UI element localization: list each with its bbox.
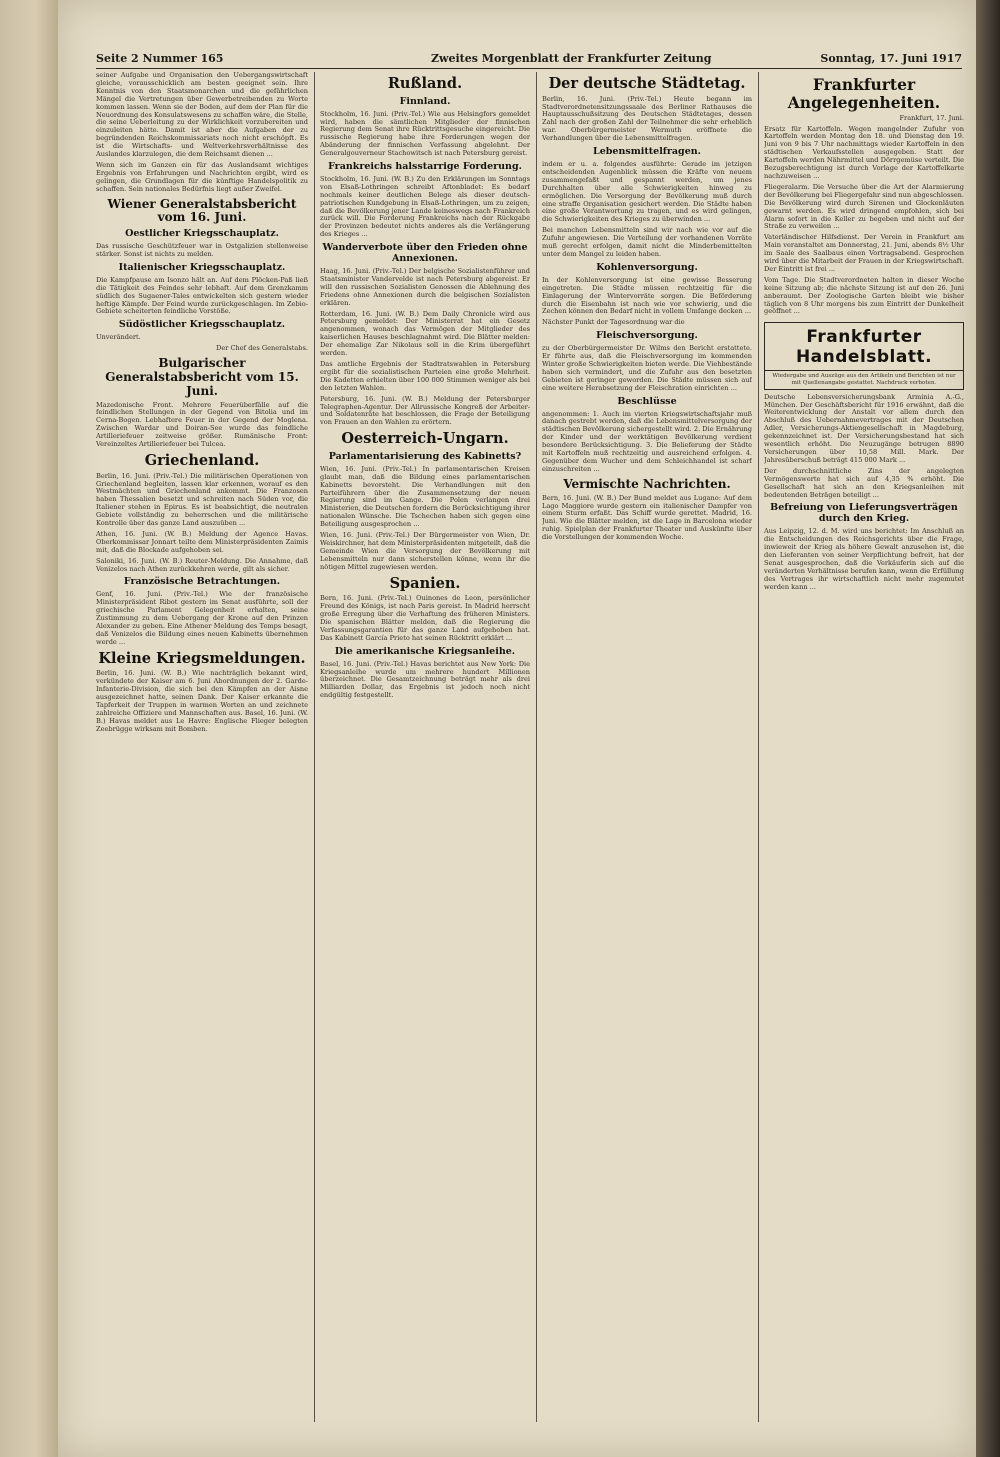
- dateline: Frankfurt, 17. Juni.: [899, 113, 964, 122]
- subhead: Lebensmittelfragen.: [593, 146, 701, 158]
- article-text: Vaterländischer Hilfsdienst. Der Verein in Frankfurt am Main veranstaltet am Donnerstag, 21. Juni, abends 8½ Uhr im Saale des Saalbaus einen Vortragsabend. Gesprochen wird über die Mitarbeit der Frauen in der Kriegswirtschaft. Der Eintritt ist frei ...: [764, 233, 964, 273]
- headline-handelsblatt: Frankfurter Handelsblatt.: [795, 327, 933, 367]
- article-text: Stockholm, 16. Juni. (W. B.) Zu den Erklärungen im Sonntags von Elsaß-Lothringen schreibt Aftonbladet: Es bedarf nochmals keiner deutlichen Belege als dieser deutsch-patriotischen Kundgebung in Elsaß-Lothringen, um zu zeigen, daß die Bevölkerung jener Lande keineswegs nach Frankreich zurück will. Die Forderung Frankreichs nach der Rückgabe der Provinzen bedeutet nichts anderes als die Verlängerung des Krieges ...: [320, 174, 530, 239]
- subhead: Befreiung von Lieferungsverträgen durch den Krieg.: [770, 502, 958, 525]
- article-text: Berlin, 16. Juni. (W. B.) Wie nachträglich bekannt wird, verkündete der Kaiser am 6. Juni Abordnungen der 2. Garde-Infanterie-Division, die sich bei den Kämpfen an der Aisne ausgezeichnet hatte, seinen Dank. Der Kaiser erkannte die Tapferkeit der Truppen in warmen Worten an und zeichnete zahlreiche Offiziere und Mannschaften aus. Basel, 16. Juni. (W. B.) Havas meldet aus Le Havre: Englische Flieger belegten Zeebrügge wirksam mit Bomben.: [96, 669, 308, 733]
- handelsblatt-notice: Wiedergabe und Auszüge aus den Artikeln und Berichten ist nur mit Quellenangabe gestattet. Nachdruck verboten.: [765, 370, 963, 386]
- book-binding: [0, 0, 58, 1457]
- column-2: [320, 72, 530, 1422]
- column-3: [542, 72, 752, 1422]
- article-text: Das amtliche Ergebnis der Stadtratswahlen in Petersburg ergibt für die sozialistischen Parteien eine große Mehrheit. Die Kadetten erhielten über 100 000 Stimmen weniger als bei den letzten Wahlen.: [320, 360, 530, 392]
- article-text: Stockholm, 16. Juni. (Priv.-Tel.) Wie aus Helsingfors gemeldet wird, haben die sämtlichen Mitglieder der finnischen Regierung dem Senat ihre Rücktrittsgesuche eingereicht. Die russische Regierung habe ihre Forderungen wegen der Abänderung der finnischen Verfassung abgelehnt. Der Generalgouverneur Stachowitsch ist nach Petersburg gereist.: [320, 109, 530, 158]
- headline-russland: Rußland.: [387, 75, 463, 92]
- newspaper-title: Zweites Morgenblatt der Frankfurter Zeitung: [431, 52, 712, 65]
- article-text: Bern, 16. Juni. (W. B.) Der Bund meldet aus Lugano: Auf dem Lago Maggiore wurde gestern ein italienischer Dampfer von einem Sturm erfaßt. Das Schiff wurde gerettet. Madrid, 16. Juni. Wie die Blätter melden, ist die Lage in Barcelona wieder ruhig. Spielplan der Frankfurter Theater und Auskünfte über die Vorstellungen der kommenden Woche.: [542, 493, 752, 542]
- headline-oesterreich: Oesterreich-Ungarn.: [341, 430, 509, 448]
- article-text: Fliegeralarm. Die Versuche über die Art der Alarmierung der Bevölkerung bei Fliegergefahr sind nun abgeschlossen. Die Bevölkerung wird durch Sirenen und Glockenläuten gewarnt werden. Es wird dringend empfohlen, sich bei Alarm sofort in die Keller zu begeben und nicht auf der Straße zu verweilen ...: [764, 182, 964, 231]
- article-text: Wien, 16. Juni. (Priv.-Tel.) Der Bürgermeister von Wien, Dr. Weiskirchner, hat dem Ministerpräsidenten mitgeteilt, daß die Gemeinde Wien die Versorgung der Bevölkerung mit Lebensmitteln nur dann sicherstellen könne, wenn ihr die nötigen Mittel zugewiesen werden.: [320, 531, 530, 571]
- article-text: Wien, 16. Juni. (Priv.-Tel.) In parlamentarischen Kreisen glaubt man, daß die Bildung eines parlamentarischen Kabinetts bevorsteht. Die Verhandlungen mit den Parteiführern über die Zusammensetzung der neuen Regierung sind im Gange. Die Polen verlangen drei Ministerien, die Deutschen fordern die Berücksichtigung ihrer nationalen Wünsche. Die Tschechen haben sich gegen eine Beteiligung ausgesprochen ...: [320, 464, 530, 529]
- headline-vermischtes: Vermischte Nachrichten.: [563, 476, 731, 491]
- article-text: Berlin, 16. Juni. (Priv.-Tel.) Die militärischen Operationen von Griechenland begleiten, lassen klar erkennen, worauf es den Westmächten und Griechenland ankommt. Die Franzosen haben Thessalien besetzt und schreiten nach Süden vor, die Italiener stehen in Epirus. Es ist beabsichtigt, die neutralen Gebiete vollständig zu beherrschen und die militärische Kontrolle über das ganze Land auszuüben ...: [96, 471, 308, 528]
- article-text: indem er u. a. folgendes ausführte: Gerade im jetzigen entscheidenden Augenblick müssen die Kräfte von neuem zusammengefaßt und gespannt werden, um jenes Durchhalten über alle Schwierigkeiten hinweg zu ermöglichen. Die Versorgung der Bevölkerung muß durch eine straffe Organisation gesichert werden. Die Städte haben eine große Verantwortung zu tragen, und es wird gelingen, die Schwierigkeiten des Krieges zu überwinden ...: [542, 160, 752, 224]
- headline-staedtetag: Der deutsche Städtetag.: [548, 75, 746, 92]
- handelsblatt-banner: [764, 322, 964, 389]
- article-text: Deutsche Lebensversicherungsbank Arminia A.-G., München. Der Geschäftsbericht für 1916 erwähnt, daß die Weiterentwicklung der Anstalt vor allem durch den Abschluß des Uebernahmevertrages mit der Deutschen Adler, Versicherungs-Aktiengesellschaft in Magdeburg, gekennzeichnet ist. Der Versicherungsbestand hat sich wesentlich erhöht. Die Neuzugänge betrugen 8890 Versicherungen über 10,58 Mill. Mark. Der Jahresüberschuß beträgt 415 000 Mark ...: [764, 392, 964, 464]
- article-text: Nächster Punkt der Tagesordnung war die: [542, 318, 685, 327]
- column-rule: [314, 72, 315, 1422]
- article-text: zu der Oberbürgermeister Dr. Wilms den Bericht erstattete. Er führte aus, daß die Fleischversorgung im kommenden Winter große Schwierigkeiten bieten werde. Die Viehbestände haben sich vermindert, und die Zufuhr aus den besetzten Gebieten ist geringer geworden. Die Städte müssen sich auf eine weitere Herabsetzung der Fleischration einrichten ...: [542, 344, 752, 392]
- column-4: [764, 72, 964, 1422]
- headline-kriegsmeldungen: Kleine Kriegsmeldungen.: [98, 649, 306, 667]
- headline-griechenland: Griechenland.: [144, 451, 260, 469]
- subhead: Parlamentarisierung des Kabinetts?: [328, 450, 522, 462]
- article-text: Das russische Geschützfeuer war in Ostgalizien stellenweise stärker. Sonst ist nichts zu melden.: [96, 242, 308, 259]
- article-text: Bei manchen Lebensmitteln sind wir nach wie vor auf die Zufuhr angewiesen. Die Verteilung der vorhandenen Vorräte muß gerecht erfolgen, damit nicht die Minderbemittelten unter dem Mangel zu leiden haben.: [542, 226, 752, 258]
- article-text: In der Kohlenversorgung ist eine gewisse Besserung eingetreten. Die Städte müssen rechtzeitig für die Einlagerung der Wintervorräte sorgen. Die Beförderung durch die Eisenbahn ist nach wie vor schwierig, und die Zechen können den Bedarf nicht in vollem Umfange decken ...: [542, 275, 752, 316]
- column-1: [96, 72, 308, 1422]
- subhead: Beschlüsse: [617, 395, 677, 407]
- subhead: Italienischer Kriegsschauplatz.: [118, 261, 286, 273]
- subhead: Südöstlicher Kriegsschauplatz.: [118, 319, 286, 331]
- page-edge: [976, 0, 1000, 1457]
- article-text: Ersatz für Kartoffeln. Wegen mangelnder Zufuhr von Kartoffeln werden Montag den 18. und Dienstag den 19. Juni von 9 bis 7 Uhr nachmittags wieder Kartoffeln in den städtischen Verkaufsstellen ausgegeben. Statt der Kartoffeln werden Nährmittel und Dörrgemüse verteilt. Die Bezugsberechtigung ist durch Vorlage der Kartoffelkarte nachzuweisen ...: [764, 124, 964, 180]
- subhead: Französische Betrachtungen.: [123, 576, 281, 588]
- article-text: Aus Leipzig, 12. d. M. wird uns berichtet: Im Anschluß an die Entscheidungen des Reichsgerichts über die Frage, inwieweit der Krieg als höhere Gewalt anzusehen ist, die den Lieferanten von seiner Verpflichtung befreit, hat der Senat ausgesprochen, daß die Verkäuferin sich auf die veränderten Verhältnisse berufen kann, wenn die Erfüllung des Vertrages ihr wirtschaftlich nicht mehr zugemutet werden kann ...: [764, 527, 964, 591]
- article-text: Rotterdam, 16. Juni. (W. B.) Dem Daily Chronicle wird aus Petersburg gemeldet: Der Ministerrat hat ein Gesetz angenommen, wonach das Vermögen der Mitglieder des kaiserlichen Hauses beschlagnahmt wird. Die Blätter melden: Der ehemalige Zar Nikolaus soll in die Krim übergeführt werden.: [320, 309, 530, 358]
- article-text: Bern, 16. Juni. (Priv.-Tel.) Ouinones de Leon, persönlicher Freund des Königs, ist nach Paris gereist. In Madrid herrscht große Erregung über die Verhaftung des früheren Ministers. Die spanischen Blätter melden, daß die Regierung die Verfassungsgarantien für das ganze Land aufgehoben hat. Das Kabinett García Prieto hat seinen Rücktritt erklärt ...: [320, 594, 530, 642]
- article-text: Berlin, 16. Juni. (Priv.-Tel.) Heute begann im Stadtverordnetensitzungssaale des Berliner Rathauses die Hauptausschußsitzung des Deutschen Städtetages, dessen Zahl nach der großen Zahl der Teilnehmer die sehr erheblich war. Oberbürgermeister Wermuth eröffnete die Verhandlungen über die Lebensmittelfragen.: [542, 94, 752, 143]
- page-number: Seite 2 Nummer 165: [96, 52, 224, 65]
- subhead: Fleischversorgung.: [596, 330, 698, 342]
- headline-bulgarien: Bulgarischer Generalstabsbericht vom 15. Juni.: [105, 356, 299, 398]
- article-text: Die Kampfpause am Isonzo hält an. Auf dem Plöcken-Paß ließ die Tätigkeit des Feindes sehr lebhaft. Auf dem Grenzkamm südlich des Sugaener-Tales entwickelten sich gestern wieder heftige Kämpfe. Der Feind wurde zurückgeschlagen. Im Zebio-Gebiete scheiterten feindliche Vorstöße.: [96, 275, 308, 316]
- article-text: Unverändert.: [96, 333, 141, 342]
- article-text: seiner Aufgabe und Organisation den Uebergangswirtschaft gleiche, vorausschicklich am besten geeignet sein. Ihre Kenntnis von den Staatsmonarchen und die gefährlichen Mängel die Vertretungen über Gewerbetreibenden zu Worte kommen lassen. Wenn sie der Boden, auf dem der Plan für die Neuordnung des Konsulatswesens zu schaffen wäre, die Stelle, die seine Ueberleitung zu der Wirklichkeit vorzubereiten und einzuleiten hätte. Damit ist aber die Aufgaben der zu begründenden Reichskommissariats noch nicht erschöpft. Es ist die Wirtschafts- und Weltverkehrsverhältnisse des Auslandes klarzulegen, die dem Reichsamt dienen ...: [96, 72, 308, 159]
- article-text: Vom Tage. Die Stadtverordneten halten in dieser Woche keine Sitzung ab; die nächste Sitzung ist auf den 26. Juni anberaumt. Der Zoologische Garten bleibt wie bisher täglich von 8 Uhr morgens bis zum Eintritt der Dunkelheit geöffnet ...: [764, 275, 964, 316]
- article-text: Athen, 16. Juni. (W. B.) Meldung der Agence Havas. Oberkommissar Jonnart teilte dem Ministerpräsidenten Zaimis mit, daß die Blockade aufgehoben sei.: [96, 529, 308, 554]
- subhead: Finnland.: [399, 95, 451, 107]
- subhead: Kohlenversorgung.: [596, 261, 698, 273]
- article-text: Der durchschnittliche Zins der angelegten Vermögenswerte hat sich auf 4,35 % erhöht. Die Gesellschaft hat sich an den Kriegsanleihen mit bedeutenden Beträgen beteiligt ...: [764, 466, 964, 499]
- article-text: Haag, 16. Juni. (Priv.-Tel.) Der belgische Sozialistenführer und Staatsminister Vandervelde ist nach Petersburg abgereist. Er will den russischen Sozialisten Genossen die Ablehnung des Friedens ohne Annexionen durch die belgischen Sozialisten erklären.: [320, 267, 530, 307]
- article-text: Wenn sich im Ganzen ein für das Auslandsamt wichtiges Ergebnis von Erfahrungen und Nachrichten ergibt, wird es gelingen, die Grundlagen für die künftige Handelspolitik zu schaffen. Sein nationales Bedürfnis liegt außer Zweifel.: [96, 160, 308, 193]
- article-text: Genf, 16. Juni. (Priv.-Tel.) Wie der französische Ministerpräsident Ribot gestern im Senat ausführte, soll der griechische Parlament Gelegenheit erhalten, seine Zustimmung zu dem Uebergang der Krone auf den Prinzen Alexander zu geben. Eine Athener Meldung des Temps besagt, daß Venizelos die Bildung eines neuen Kabinetts übernehmen werde ...: [96, 590, 308, 646]
- subhead: Oestlicher Kriegsschauplatz.: [125, 228, 279, 240]
- article-text: Basel, 16. Juni. (Priv.-Tel.) Havas berichtet aus New York: Die Kriegsanleihe wurde um mehrere hundert Millionen überzeichnet. Die Gesamtzeichnung beträgt mehr als drei Milliarden Dollar, das Ergebnis ist jedoch noch nicht endgültig festgestellt.: [320, 659, 530, 700]
- subhead: Die amerikanische Kriegsanleihe.: [334, 645, 516, 657]
- article-text: Petersburg, 16. Juni. (W. B.) Meldung der Petersburger Telegraphen-Agentur. Der Allrussische Kongreß der Arbeiter- und Soldatenräte hat beschlossen, die Frage der Beteiligung von Frauen an den Wahlen zu erörtern.: [320, 394, 530, 427]
- headline-frankfurt: Frankfurter Angelegenheiten.: [787, 75, 941, 112]
- signature: Der Chef des Generalstabs.: [216, 344, 308, 353]
- headline-wien: Wiener Generalstabsbericht vom 16. Juni.: [107, 196, 297, 225]
- column-rule: [536, 72, 537, 1422]
- article-text: Mazedonische Front. Mehrere Feuerüberfälle auf die feindlichen Stellungen in der Gegend von Bitolia und im Cerna-Bogen. Lebhaftere Feuer in der Gegend der Moglena. Zwischen Wardar und Doiran-See wurde das feindliche Artilleriefeuer zeitweise größer. Rumänische Front: Vereinzeltes Artilleriefeuer bei Tulcea.: [96, 400, 308, 449]
- masthead: [96, 50, 962, 69]
- subhead: Frankreichs halsstarrige Forderung.: [328, 161, 522, 173]
- issue-date: Sonntag, 17. Juni 1917: [820, 52, 962, 65]
- headline-spanien: Spanien.: [389, 574, 461, 592]
- article-text: Saloniki, 16. Juni. (W. B.) Reuter-Meldung. Die Annahme, daß Venizelos nach Athen zurückkehren werde, gilt als sicher.: [96, 556, 308, 573]
- article-text: angenommen: 1. Auch im vierten Kriegswirtschaftsjahr muß danach gestrebt werden, daß die Lebensmittelversorgung der städtischen Bevölkerung sichergestellt wird. 2. Die Ernährung der Kinder und der werktätigen Bevölkerung verdient besondere Berücksichtigung. 3. Die Belieferung der Städte mit Kartoffeln muß rechtzeitig und ausreichend erfolgen. 4. Gegenüber dem Wucher und dem Schleichhandel ist scharf einzuschreiten ...: [542, 409, 752, 473]
- column-rule: [758, 72, 759, 1422]
- subhead: Wanderverbote über den Frieden ohne Annexionen.: [322, 242, 528, 265]
